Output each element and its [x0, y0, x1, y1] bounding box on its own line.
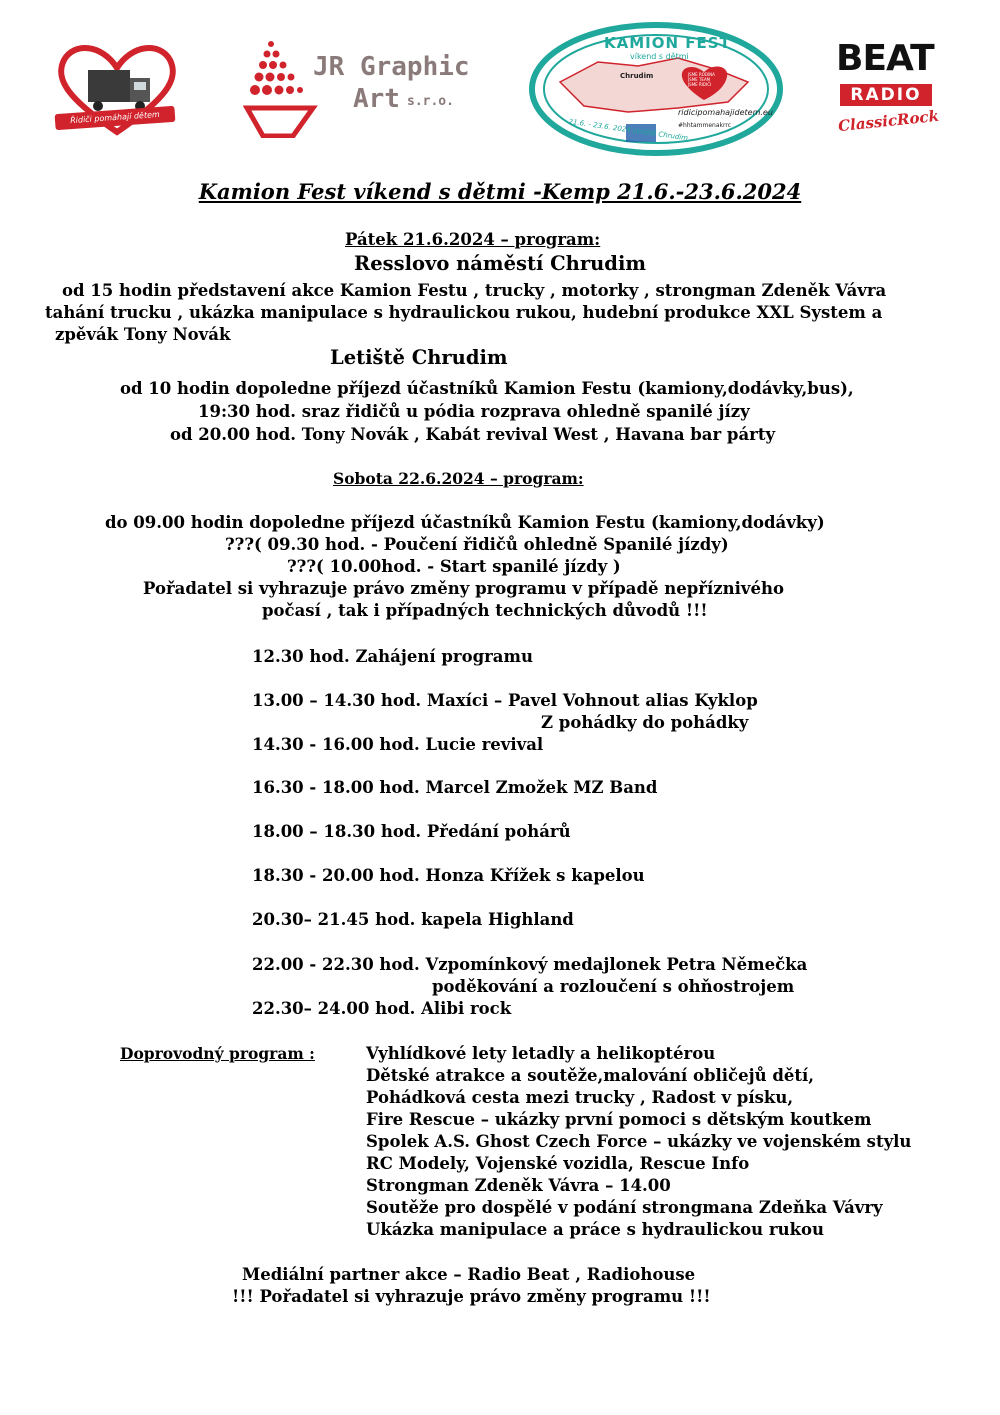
jr-dot-triangle-icon: [243, 38, 323, 138]
accompanying-item: Dětské atrakce a soutěže,malování obličejů dětí,: [366, 1066, 814, 1085]
accompanying-item: Ukázka manipulace a práce s hydraulickou rukou: [366, 1220, 825, 1239]
kamion-heart-text: JSME RODINA JSME TEAM JSME ŘIDIČI: [688, 72, 715, 87]
friday-place2: Letiště Chrudim: [330, 346, 508, 369]
accompanying-item: Pohádková cesta mezi trucky , Radost v písku,: [366, 1088, 794, 1107]
friday-place2-line: od 20.00 hod. Tony Novák , Kabát revival West , Havana bar párty: [170, 425, 776, 444]
friday-place1-line: tahání trucku , ukázka manipulace s hydraulickou rukou, hudební produkce XXL System a: [45, 303, 883, 322]
schedule-item-continuation: poděkování a rozloučení s ohňostrojem: [432, 977, 795, 996]
schedule-item: 14.30 - 16.00 hod. Lucie revival: [252, 735, 544, 754]
accompanying-item: Spolek A.S. Ghost Czech Force – ukázky ve vojenském stylu: [366, 1132, 912, 1151]
schedule-item: 12.30 hod. Zahájení programu: [252, 647, 533, 666]
kamion-url: ridicipomahajidetem.eu: [678, 108, 773, 117]
saturday-intro-line: ???( 09.30 hod. - Poučení řidičů ohledně Spanilé jízdy): [225, 535, 729, 554]
accompanying-item: RC Modely, Vojenské vozidla, Rescue Info: [366, 1154, 750, 1173]
friday-heading: Pátek 21.6.2024 – program:: [345, 230, 601, 249]
saturday-heading: Sobota 22.6.2024 – program:: [333, 469, 584, 488]
kamion-title: KAMION FEST: [604, 34, 731, 52]
ridici-caption: Řidiči pomáhají dětem: [55, 106, 176, 130]
friday-place1-line: zpěvák Tony Novák: [55, 325, 231, 344]
schedule-item: 13.00 – 14.30 hod. Maxíci – Pavel Vohnout alias Kyklop: [252, 691, 758, 710]
friday-place2-line: od 10 hodin dopoledne příjezd účastníků Kamion Festu (kamiony,dodávky,bus),: [120, 379, 854, 398]
jr-line1: JR Graphic: [313, 52, 470, 82]
kamion-fest-logo: [528, 22, 784, 156]
beat-word: BEAT: [836, 38, 934, 79]
jr-suffix: s.r.o.: [407, 94, 454, 109]
accompanying-item: Strongman Zdeněk Vávra – 14.00: [366, 1176, 671, 1195]
kamion-arc: 21.6. - 23.6. 2024 Letiště Chrudim: [568, 117, 689, 143]
saturday-intro-line: ???( 10.00hod. - Start spanilé jízdy ): [287, 557, 621, 576]
schedule-item: 20.30– 21.45 hod. kapela Highland: [252, 910, 574, 929]
friday-place2-line: 19:30 hod. sraz řidičů u pódia rozprava ohledně spanilé jízy: [198, 402, 750, 421]
friday-place1-line: od 15 hodin představení akce Kamion Festu , trucky , motorky , strongman Zdeněk Vávra: [62, 281, 887, 300]
media-partner: Mediální partner akce – Radio Beat , Radiohouse: [242, 1265, 696, 1284]
kamion-city: Chrudim: [620, 72, 654, 80]
beat-radio-box: RADIO: [840, 84, 932, 106]
kamion-tag: #hhtammenakrrc: [678, 122, 731, 129]
kamion-subtitle: víkend s dětmi: [630, 52, 689, 61]
beat-radio-logo: [834, 40, 944, 150]
schedule-item: 18.30 - 20.00 hod. Honza Křížek s kapelou: [252, 866, 645, 885]
organizer-note: !!! Pořadatel si vyhrazuje právo změny programu !!!: [232, 1287, 711, 1306]
accompanying-item: Vyhlídkové lety letadly a helikoptérou: [366, 1044, 716, 1063]
jr-graphic-art-logo: [243, 38, 470, 143]
schedule-item: 18.00 – 18.30 hod. Předání pohárů: [252, 822, 571, 841]
page-title: Kamion Fest víkend s dětmi -Kemp 21.6.-23.6.2024: [198, 179, 802, 204]
saturday-intro-line: do 09.00 hodin dopoledne příjezd účastníků Kamion Festu (kamiony,dodávky): [105, 513, 825, 532]
schedule-item-continuation: Z pohádky do pohádky: [541, 713, 749, 732]
saturday-intro-line: počasí , tak i případných technických důvodů !!!: [262, 601, 708, 620]
beat-classic: ClassicRock: [837, 106, 940, 136]
friday-place1: Resslovo náměstí Chrudim: [354, 252, 646, 275]
accompanying-item: Fire Rescue – ukázky první pomoci s dětským koutkem: [366, 1110, 872, 1129]
schedule-item: 22.00 - 22.30 hod. Vzpomínkový medajlonek Petra Němečka: [252, 955, 808, 974]
accompanying-label: Doprovodný program :: [120, 1044, 315, 1063]
accompanying-item: Soutěže pro dospělé v podání strongmana Zdeňka Vávry: [366, 1198, 883, 1217]
jr-line2: Art: [353, 84, 400, 114]
ridici-pomahaji-detem-logo: [50, 40, 185, 140]
schedule-item: 22.30– 24.00 hod. Alibi rock: [252, 999, 512, 1018]
saturday-intro-line: Pořadatel si vyhrazuje právo změny programu v případě nepříznivého: [143, 579, 784, 598]
schedule-item: 16.30 - 18.00 hod. Marcel Zmožek MZ Band: [252, 778, 658, 797]
